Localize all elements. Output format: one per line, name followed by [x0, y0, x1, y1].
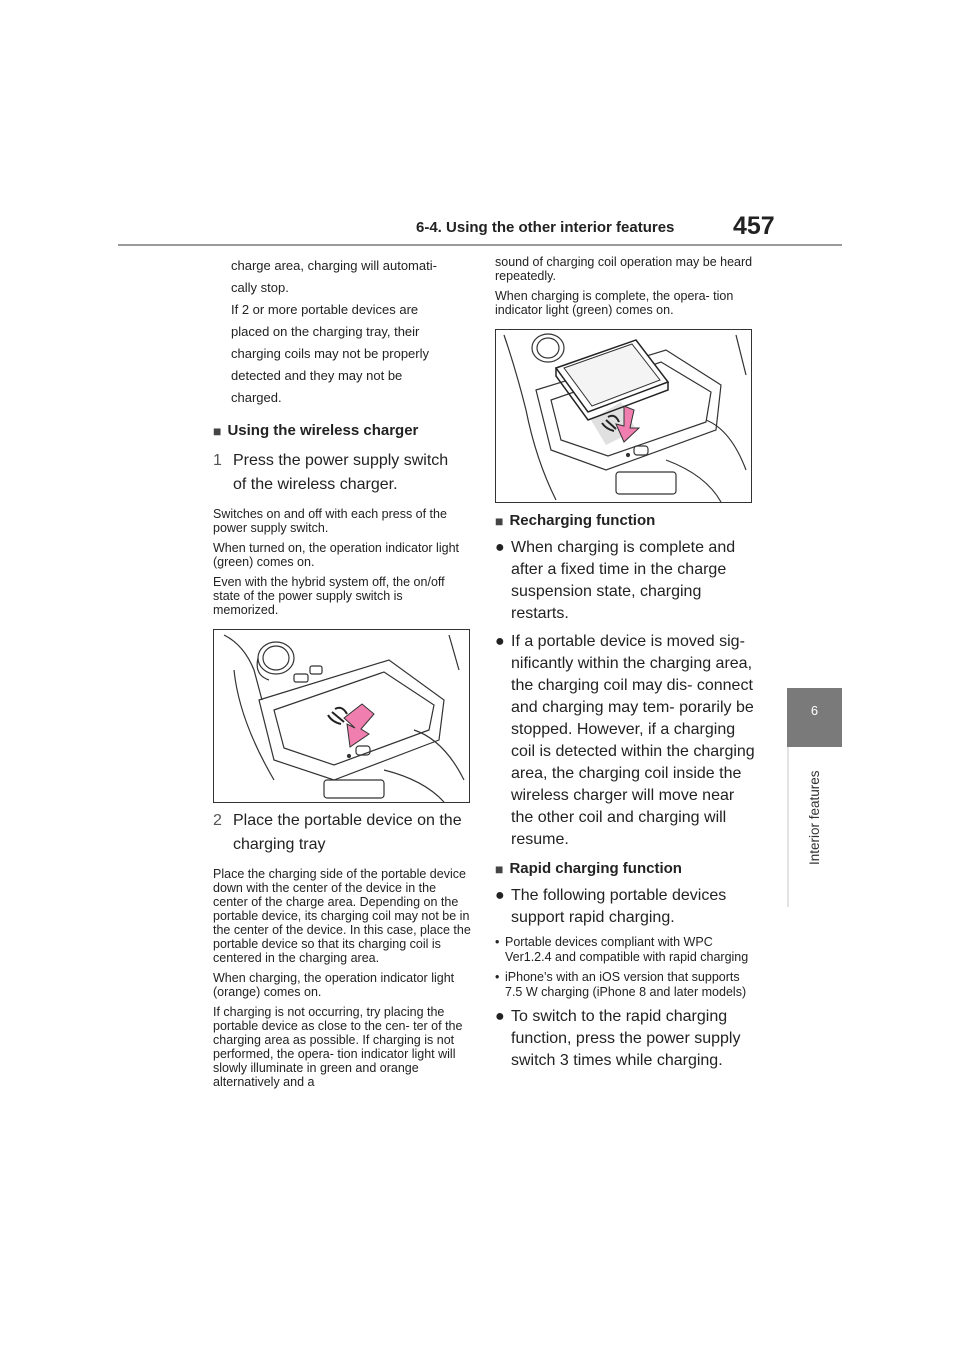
step-line: Press the power supply switch: [233, 452, 449, 469]
paragraph: Place the charging side of the portable device down with the center of the device in the center of the charge area. Depending on the portable device, its charging coil may not be in the center of the device. In this case, place the portable device so that its charging coil is centered in the charging area.: [213, 867, 471, 965]
figure-phone-on-tray: [495, 329, 752, 503]
intro-line: detected and they may not be: [231, 368, 403, 383]
wireless-charge-icon: [328, 708, 347, 724]
intro-block: [213, 255, 471, 409]
step-2: [213, 809, 471, 857]
header-divider: [118, 244, 842, 246]
paragraph: sound of charging coil operation may be heard repeatedly.: [495, 255, 753, 283]
paragraph: Even with the hybrid system off, the on/off state of the power supply switch is memorized.: [213, 575, 445, 617]
chapter-label: [804, 755, 826, 865]
paragraph: When turned on, the operation indicator light (green) comes on.: [213, 541, 459, 569]
step-text: [233, 449, 448, 497]
chapter-tab[interactable]: 6: [787, 688, 842, 747]
paragraph: If charging is not occurring, try placing the portable device as close to the cen- ter of the charging area as possible. If charging is not performed, the opera- tion indicator light will slowly illuminate in green and orange alternatively and a: [213, 1005, 463, 1089]
step-1: [213, 449, 471, 497]
step-number: 1: [213, 452, 222, 469]
bullet-dot-icon: ●: [495, 539, 505, 556]
bullet-text: When charging is complete and after a fixed time in the charge suspension state, charging restarts.: [511, 539, 736, 622]
bullet-item: [495, 537, 757, 625]
sub-bullet-dot: •: [495, 970, 500, 984]
intro-line: charge area, charging will automati-: [231, 258, 437, 273]
bullet-item: [495, 631, 757, 851]
left-column: [213, 255, 471, 1095]
heading-text: Using the wireless charger: [227, 422, 419, 439]
page-number: 457: [733, 212, 775, 240]
paragraph: When charging is complete, the opera- tion indicator light (green) comes on.: [495, 289, 734, 317]
step-line: Place the portable device on the: [233, 812, 462, 829]
intro-line: cally stop.: [231, 280, 289, 295]
intro-line: charging coils may not be properly: [231, 346, 429, 361]
sub-bullet-item: [495, 970, 757, 1000]
intro-line: placed on the charging tray, their: [231, 324, 420, 339]
step-line: of the wireless charger.: [233, 476, 398, 493]
heading-wireless-charger: [213, 421, 471, 441]
sub-bullet-item: [495, 935, 757, 965]
console-illustration: [214, 630, 469, 802]
bullet-dot-icon: ●: [495, 887, 505, 904]
step-text: [233, 809, 462, 857]
heading-text: Recharging function: [509, 512, 656, 529]
arrow-icon: [344, 704, 374, 747]
bullet-text: If a portable device is moved sig- nificantly within the charging area, the charging coil may dis- connect and charging may tem- porarily be stopped. However, if a charging coil is detected within the charging area, the charging coil inside the wireless charger will move near the other coil and charging will resume.: [511, 633, 755, 848]
sub-bullet-text: Portable devices compliant with WPC Ver1.2.4 and compatible with rapid charging: [505, 935, 749, 964]
bullet-dot-icon: ●: [495, 1008, 505, 1025]
heading-recharging: [495, 511, 757, 531]
bullet-text: The following portable devices support rapid charging.: [511, 887, 727, 926]
side-divider: [787, 747, 789, 907]
bullet-item: [495, 885, 757, 929]
sub-bullet-text: iPhone’s with an iOS version that supports 7.5 W charging (iPhone 8 and later models): [505, 970, 747, 999]
chapter-label-text: Interior features: [807, 770, 822, 865]
intro-line: If 2 or more portable devices are: [231, 302, 419, 317]
sub-bullet-dot: •: [495, 935, 500, 949]
intro-line: charged.: [231, 390, 282, 405]
section-title: 6-4. Using the other interior features: [416, 219, 675, 236]
bullet-text: To switch to the rapid charging function, press the power supply switch 3 times while charging.: [511, 1008, 741, 1069]
square-bullet-icon: ■: [495, 513, 504, 529]
paragraph: When charging, the operation indicator light (orange) comes on.: [213, 971, 455, 999]
heading-rapid-charging: [495, 859, 757, 879]
step-line: charging tray: [233, 836, 326, 853]
figure-power-switch: [213, 629, 470, 803]
phone-tray-illustration: [496, 330, 751, 502]
heading-text: Rapid charging function: [509, 860, 682, 877]
square-bullet-icon: ■: [213, 423, 222, 439]
paragraph: Switches on and off with each press of the power supply switch.: [213, 507, 447, 535]
step-number: 2: [213, 812, 222, 829]
square-bullet-icon: ■: [495, 861, 504, 877]
right-column: [495, 255, 757, 1072]
bullet-item: [495, 1006, 757, 1072]
bullet-dot-icon: ●: [495, 633, 505, 650]
